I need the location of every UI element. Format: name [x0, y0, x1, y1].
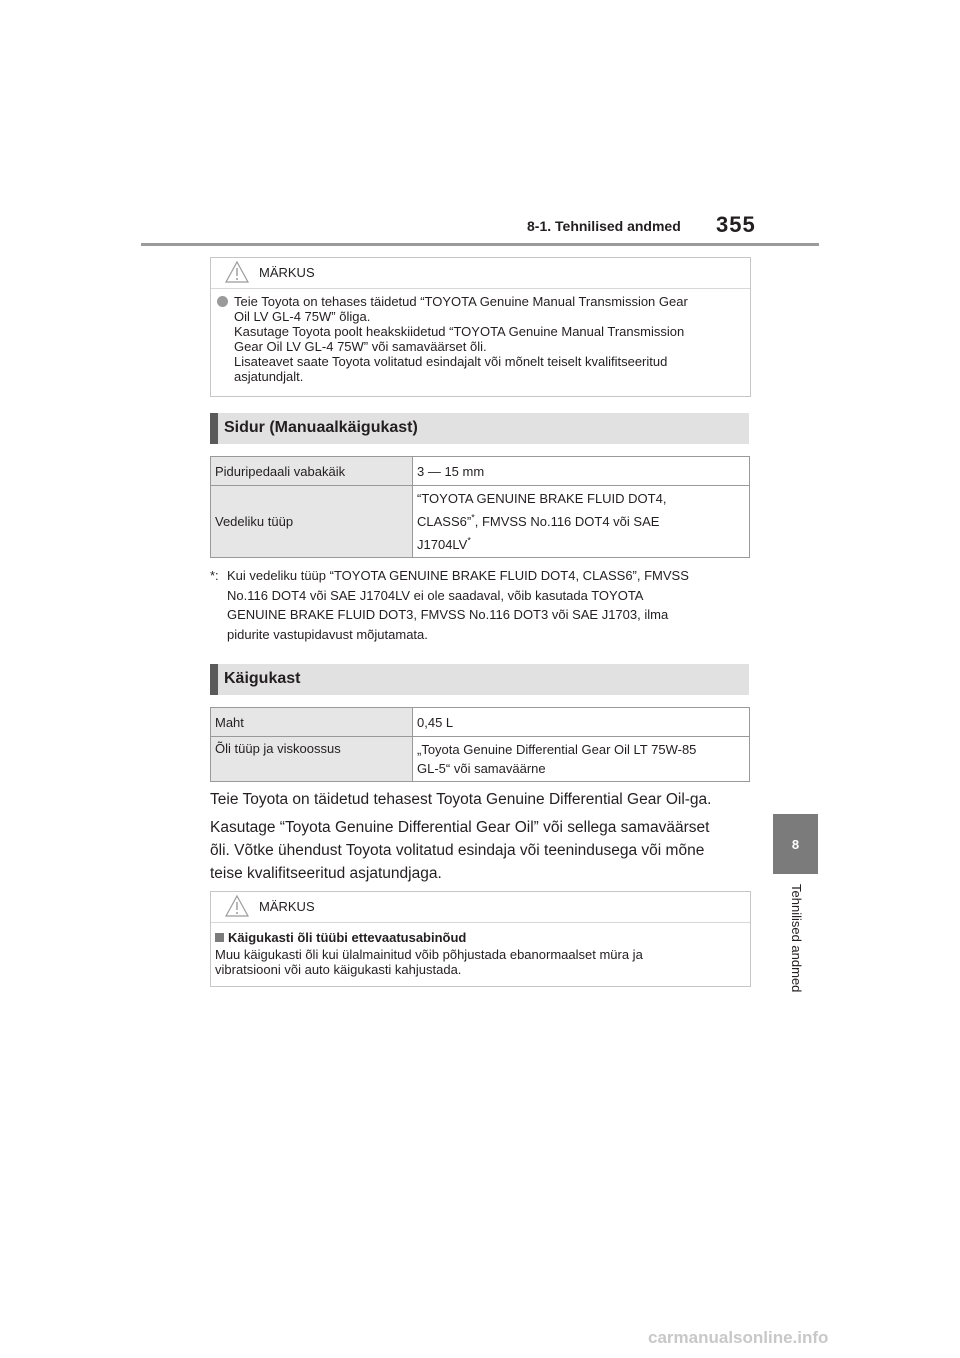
notice-line: Muu käigukasti õli kui ülalmainitud võib põhjustada ebanormaalset müra ja [215, 947, 643, 962]
notice-body [211, 923, 750, 983]
notice-text [215, 947, 742, 977]
table-row [211, 457, 750, 486]
footnote-line: Kui vedeliku tüüp “TOYOTA GENUINE BRAKE FLUID DOT4, CLASS6”, FMVSS [227, 568, 689, 583]
table-row [211, 737, 750, 782]
footnote-line: pidurite vastupidavust mõjutamata. [227, 626, 428, 642]
table-row [211, 486, 750, 558]
heading-text: Sidur (Manuaalkäigukast) [224, 419, 418, 436]
page-number: 355 [716, 212, 756, 237]
paragraph-line: teise kvalifitseeritud asjatundjaga. [210, 865, 442, 882]
chapter-label-text: Tehnilised andmed [789, 884, 804, 993]
footnote-line: No.116 DOT4 või SAE J1704LV ei ole saadaval, võib kasutada TOYOTA [227, 587, 644, 603]
value-part: CLASS6” [417, 514, 472, 529]
notice-line: Lisateavet saate Toyota volitatud esindajalt või mõnelt teiselt kvalifitseeritud [234, 354, 668, 369]
value-part: J1704LV [417, 537, 468, 552]
footnote [210, 566, 750, 644]
heading-bar [210, 664, 218, 695]
header-divider [141, 243, 819, 246]
notice-box-gear-oil [210, 891, 751, 987]
table-value [413, 486, 750, 558]
table-label: Piduripedaali vabakäik [211, 457, 413, 486]
notice-line: Teie Toyota on tehases täidetud “TOYOTA Genuine Manual Transmission Gear [234, 294, 688, 309]
section-heading-clutch [210, 413, 749, 444]
warning-triangle-icon [225, 261, 249, 283]
paragraph-line: Kasutage “Toyota Genuine Differential Gear Oil” või sellega samaväärset [210, 819, 710, 836]
watermark: carmanualsonline.info [648, 1328, 829, 1347]
notice-subheading [215, 930, 742, 945]
notice-title: MÄRKUS [259, 265, 315, 280]
gearbox-table [210, 707, 750, 782]
notice-line: Gear Oil LV GL-4 75W” või samaväärset õli. [234, 339, 487, 354]
section-heading-gearbox [210, 664, 749, 695]
notice-header [211, 258, 750, 289]
paragraph-line: õli. Võtke ühendust Toyota volitatud esindaja või teenindusega või mõne [210, 842, 705, 859]
footnote-mark: * [471, 512, 475, 523]
heading-bar [210, 413, 218, 444]
notice-text [234, 294, 688, 384]
body-paragraph [210, 816, 750, 885]
value-line [417, 533, 745, 556]
value-line: “TOYOTA GENUINE BRAKE FLUID DOT4, [417, 491, 667, 506]
table-label: Õli tüüp ja viskoossus [211, 737, 413, 782]
notice-line: Kasutage Toyota poolt heakskiidetud “TOYOTA Genuine Manual Transmission [234, 324, 685, 339]
notice-title: MÄRKUS [259, 899, 315, 914]
notice-line: asjatundjalt. [234, 369, 304, 384]
value-line: GL-5“ või samaväärne [417, 761, 546, 776]
value-part: , FMVSS No.116 DOT4 või SAE [474, 514, 660, 529]
notice-header [211, 892, 750, 923]
value-line: „Toyota Genuine Differential Gear Oil LT 75W-85 [417, 742, 697, 757]
footnote-marker: *: [210, 568, 219, 583]
bullet-dot-icon [217, 296, 228, 307]
table-value: 0,45 L [413, 708, 750, 737]
table-label: Maht [211, 708, 413, 737]
footnote-text [227, 566, 750, 644]
footnote-mark: * [467, 535, 471, 546]
heading-text: Käigukast [224, 670, 301, 687]
notice-box-transmission-oil [210, 257, 751, 397]
notice-subheading-text: Käigukasti õli tüübi ettevaatusabinõud [228, 930, 467, 945]
notice-body [211, 289, 750, 390]
notice-line: Oil LV GL-4 75W” õliga. [234, 309, 371, 324]
section-title: 8-1. Tehnilised andmed [527, 218, 681, 234]
footnote-line: GENUINE BRAKE FLUID DOT3, FMVSS No.116 DOT3 või SAE J1703, ilma [227, 607, 669, 622]
value-line [417, 510, 745, 533]
warning-triangle-icon [225, 895, 249, 917]
table-value: 3 — 15 mm [413, 457, 750, 486]
clutch-table [210, 456, 750, 558]
chapter-tab: 8 [773, 814, 818, 874]
table-label: Vedeliku tüüp [211, 486, 413, 558]
square-bullet-icon [215, 933, 224, 942]
body-paragraph: Teie Toyota on täidetud tehasest Toyota Genuine Differential Gear Oil-ga. [210, 791, 712, 808]
table-row [211, 708, 750, 737]
chapter-label [784, 884, 804, 1014]
table-value [413, 737, 750, 782]
notice-line: vibratsiooni või auto käigukasti kahjustada. [215, 962, 462, 977]
